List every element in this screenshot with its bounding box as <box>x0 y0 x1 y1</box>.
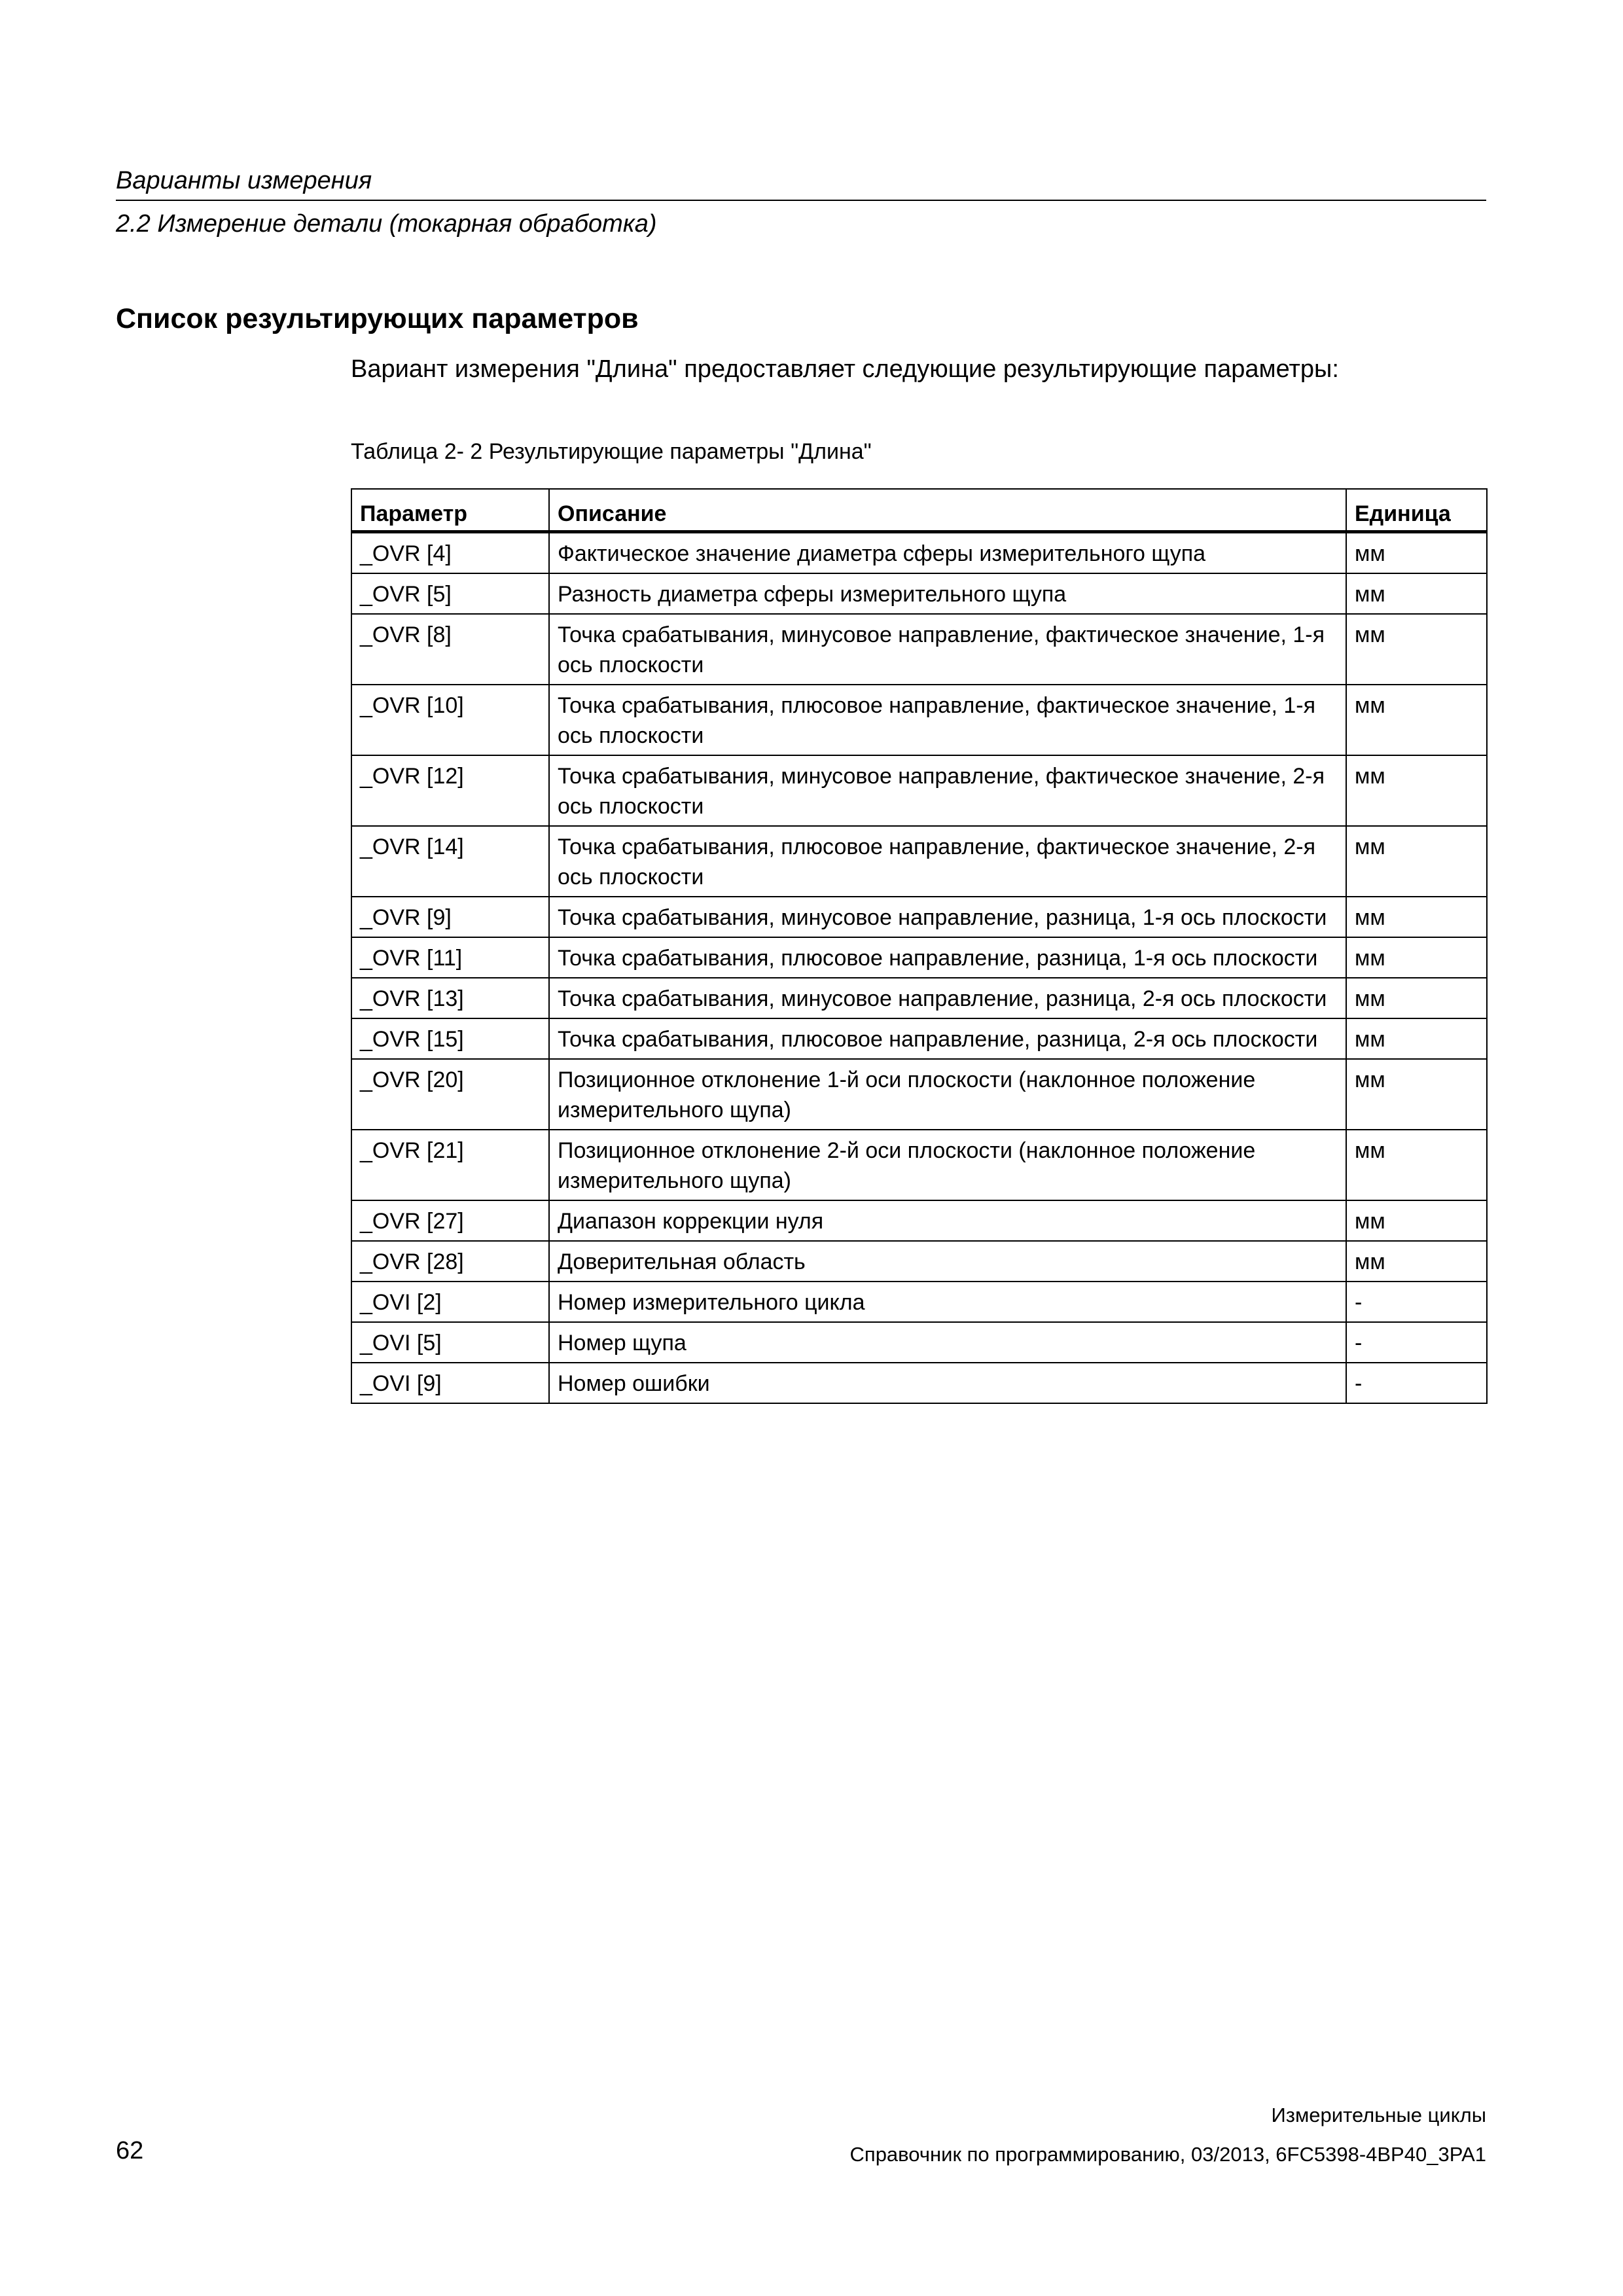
table-caption: Таблица 2- 2 Результирующие параметры "Длина" <box>351 439 872 464</box>
table-row <box>351 755 1487 826</box>
parameter-cell: _OVI [2] <box>351 1282 549 1322</box>
table-header-row <box>351 489 1487 532</box>
table-row <box>351 614 1487 685</box>
header-divider <box>116 200 1486 201</box>
unit-cell: мм <box>1346 1059 1487 1130</box>
table-row <box>351 1363 1487 1403</box>
parameter-cell: _OVR [20] <box>351 1059 549 1130</box>
unit-cell: - <box>1346 1322 1487 1363</box>
description-cell: Точка срабатывания, минусовое направление, разница, 1-я ось плоскости <box>549 897 1346 937</box>
parameter-cell: _OVI [5] <box>351 1322 549 1363</box>
unit-cell: мм <box>1346 937 1487 978</box>
column-header-description: Описание <box>549 489 1346 532</box>
parameter-cell: _OVR [14] <box>351 826 549 897</box>
parameter-cell: _OVR [8] <box>351 614 549 685</box>
description-cell: Точка срабатывания, минусовое направление, фактическое значение, 2-я ось плоскости <box>549 755 1346 826</box>
footer-document-reference: Справочник по программированию, 03/2013, 6FC5398-4BP40_3PA1 <box>849 2143 1486 2166</box>
table-row <box>351 937 1487 978</box>
unit-cell: мм <box>1346 897 1487 937</box>
unit-cell: мм <box>1346 1018 1487 1059</box>
unit-cell: мм <box>1346 532 1487 574</box>
description-cell: Диапазон коррекции нуля <box>549 1200 1346 1241</box>
column-header-unit: Единица <box>1346 489 1487 532</box>
description-cell: Точка срабатывания, минусовое направление, разница, 2-я ось плоскости <box>549 978 1346 1018</box>
section-title: Список результирующих параметров <box>116 303 639 334</box>
description-cell: Номер щупа <box>549 1322 1346 1363</box>
parameter-cell: _OVR [13] <box>351 978 549 1018</box>
unit-cell: мм <box>1346 1241 1487 1282</box>
footer-document-title: Измерительные циклы <box>1271 2104 1486 2126</box>
page-number: 62 <box>116 2137 144 2164</box>
description-cell: Точка срабатывания, плюсовое направление, фактическое значение, 2-я ось плоскости <box>549 826 1346 897</box>
table-row <box>351 1130 1487 1200</box>
description-cell: Доверительная область <box>549 1241 1346 1282</box>
unit-cell: - <box>1346 1282 1487 1322</box>
table-body <box>351 532 1487 1404</box>
description-cell: Разность диаметра сферы измерительного щупа <box>549 573 1346 614</box>
parameter-cell: _OVR [11] <box>351 937 549 978</box>
table-row <box>351 573 1487 614</box>
parameter-cell: _OVI [9] <box>351 1363 549 1403</box>
table-row <box>351 897 1487 937</box>
unit-cell: мм <box>1346 1200 1487 1241</box>
result-parameters-table <box>351 488 1488 1404</box>
parameter-cell: _OVR [15] <box>351 1018 549 1059</box>
table-row <box>351 1241 1487 1282</box>
unit-cell: мм <box>1346 573 1487 614</box>
table-row <box>351 1322 1487 1363</box>
column-header-parameter: Параметр <box>351 489 549 532</box>
description-cell: Позиционное отклонение 2-й оси плоскости (наклонное положение измерительного щупа) <box>549 1130 1346 1200</box>
table-row <box>351 532 1487 574</box>
description-cell: Номер ошибки <box>549 1363 1346 1403</box>
unit-cell: мм <box>1346 755 1487 826</box>
parameter-cell: _OVR [12] <box>351 755 549 826</box>
unit-cell: мм <box>1346 826 1487 897</box>
description-cell: Точка срабатывания, плюсовое направление, разница, 2-я ось плоскости <box>549 1018 1346 1059</box>
description-cell: Номер измерительного цикла <box>549 1282 1346 1322</box>
description-cell: Фактическое значение диаметра сферы измерительного щупа <box>549 532 1346 574</box>
parameter-cell: _OVR [5] <box>351 573 549 614</box>
table-row <box>351 826 1487 897</box>
unit-cell: мм <box>1346 1130 1487 1200</box>
description-cell: Точка срабатывания, плюсовое направление, разница, 1-я ось плоскости <box>549 937 1346 978</box>
description-cell: Точка срабатывания, плюсовое направление, фактическое значение, 1-я ось плоскости <box>549 685 1346 755</box>
section-header: 2.2 Измерение детали (токарная обработка) <box>116 210 657 238</box>
parameter-cell: _OVR [9] <box>351 897 549 937</box>
parameter-cell: _OVR [10] <box>351 685 549 755</box>
parameter-cell: _OVR [28] <box>351 1241 549 1282</box>
unit-cell: мм <box>1346 614 1487 685</box>
description-cell: Точка срабатывания, минусовое направление, фактическое значение, 1-я ось плоскости <box>549 614 1346 685</box>
parameter-cell: _OVR [21] <box>351 1130 549 1200</box>
unit-cell: мм <box>1346 978 1487 1018</box>
table-row <box>351 978 1487 1018</box>
table-row <box>351 1282 1487 1322</box>
unit-cell: - <box>1346 1363 1487 1403</box>
intro-paragraph: Вариант измерения "Длина" предоставляет следующие результирующие параметры: <box>351 355 1339 383</box>
table-row <box>351 1059 1487 1130</box>
chapter-title: Варианты измерения <box>116 167 372 194</box>
table-row <box>351 1018 1487 1059</box>
unit-cell: мм <box>1346 685 1487 755</box>
parameter-cell: _OVR [4] <box>351 532 549 574</box>
parameter-cell: _OVR [27] <box>351 1200 549 1241</box>
table-row <box>351 1200 1487 1241</box>
table-row <box>351 685 1487 755</box>
description-cell: Позиционное отклонение 1-й оси плоскости (наклонное положение измерительного щупа) <box>549 1059 1346 1130</box>
